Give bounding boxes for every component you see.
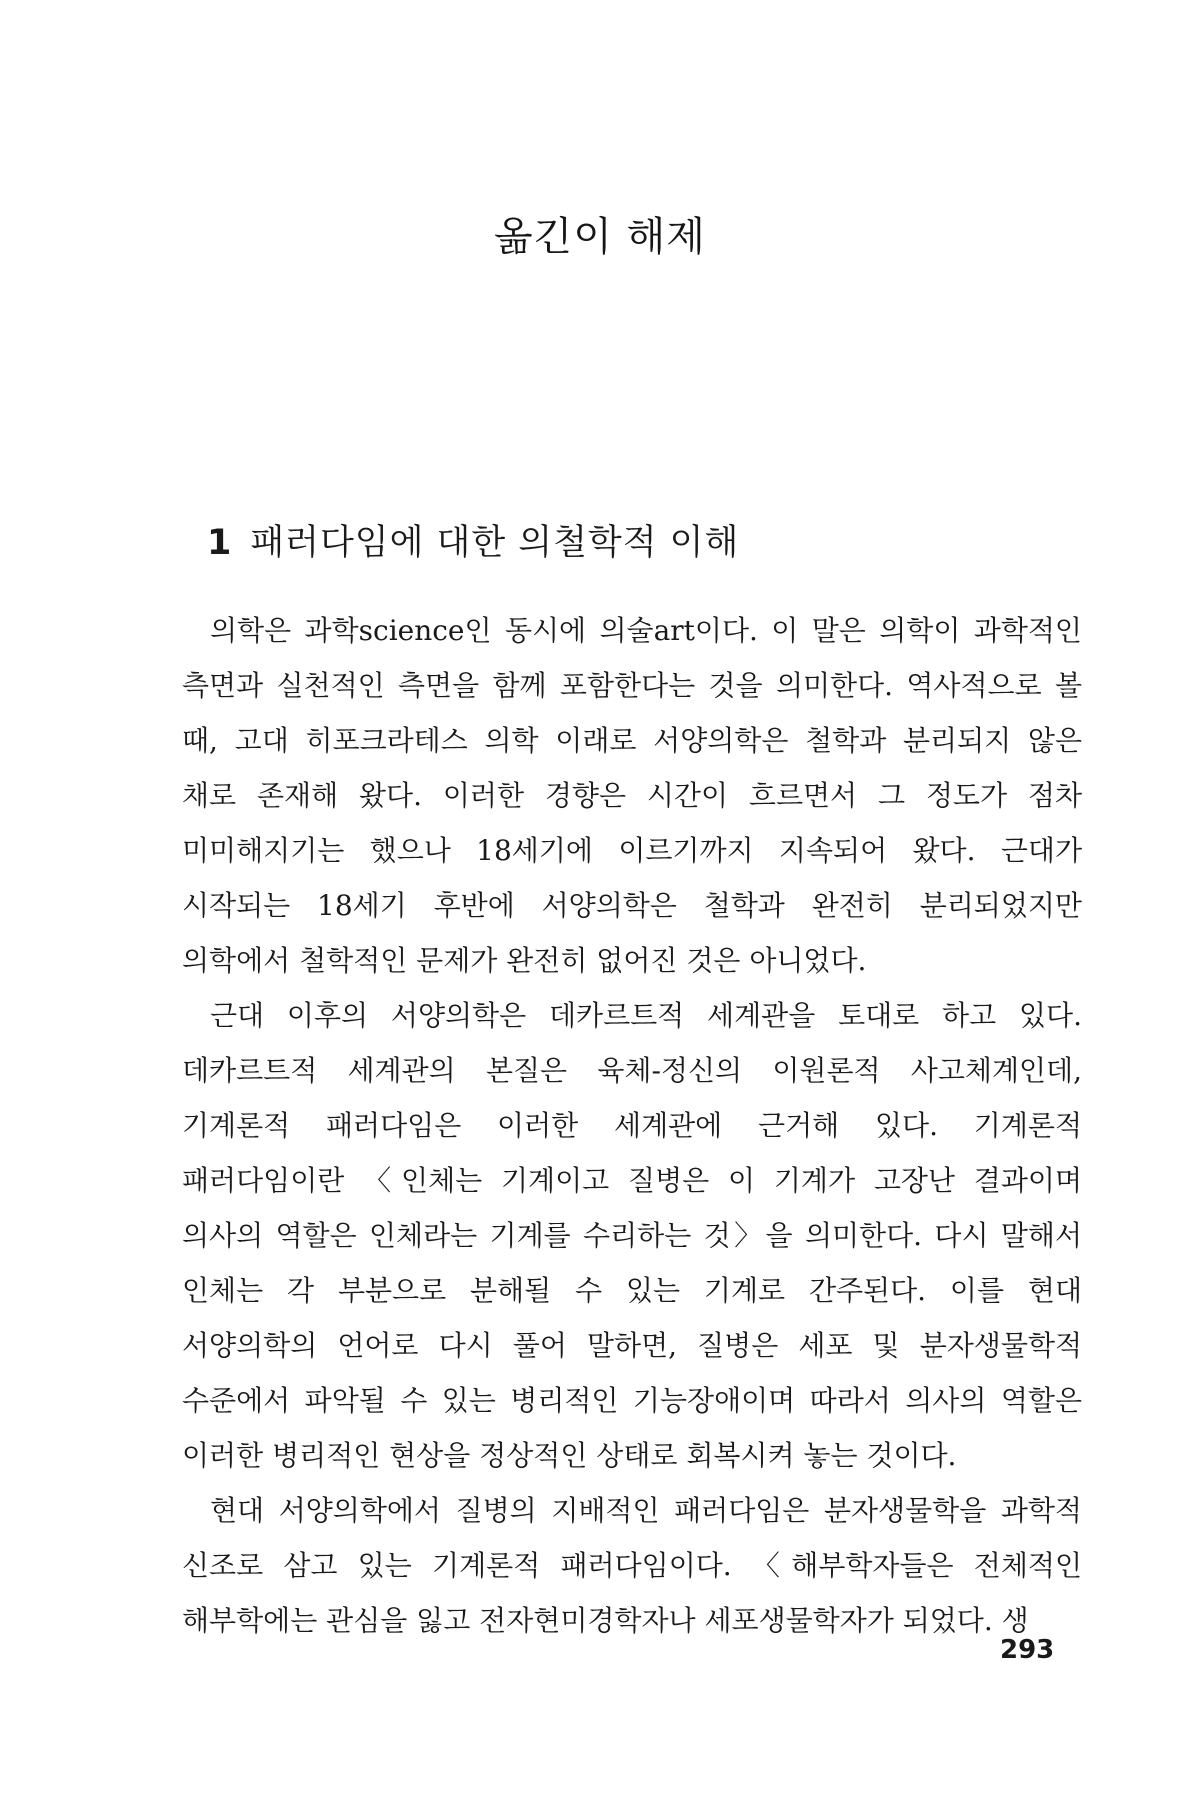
section-number: 1 <box>207 523 233 563</box>
paragraph-1: 의학은 과학science인 동시에 의술art이다. 이 말은 의학이 과학적인 측면과 실천적인 측면을 함께 포함한다는 것을 의미한다. 역사적으로 볼 때, 고대 히포크라테스 의학 이래로 서양의학은 철학과 분리되지 않은 채로 존재해 왔다. 이러한 경향은 시간이 흐르면서 그 정도가 점차 미미해지기는 했으나 18세기에 이르기까지 지속되어 왔다. 근대가 시작되는 18세기 후반에 서양의학은 철학과 완전히 분리되었지만 의학에서 철학적인 문제가 완전히 없어진 것은 아니었다. <box>182 614 1082 977</box>
section-title: 패러다임에 대한 의철학적 이해 <box>250 523 740 563</box>
paragraph-2: 근대 이후의 서양의학은 데카르트적 세계관을 토대로 하고 있다. 데카르트적 세계관의 본질은 육체-정신의 이원론적 사고체계인데, 기계론적 패러다임은 이러한 세계관에 근거해 있다. 기계론적 패러다임이란 〈인체는 기계이고 질병은 이 기계가 고장난 결과이며 의사의 역할은 인체라는 기계를 수리하는 것〉을 의미한다. 다시 말해서 인체는 각 부분으로 분해될 수 있는 기계로 간주된다. 이를 현대 서양의학의 언어로 다시 풀어 말하면, 질병은 세포 및 분자생물학적 수준에서 파악될 수 있는 병리적인 기능장애이며 따라서 의사의 역할은 이러한 병리적인 현상을 정상적인 상태로 회복시켜 놓는 것이다. <box>182 999 1082 1472</box>
section-heading <box>207 515 739 565</box>
body-text <box>182 603 1082 1648</box>
paragraph-3: 현대 서양의학에서 질병의 지배적인 패러다임은 분자생물학을 과학적 신조로 삼고 있는 기계론적 패러다임이다. 〈해부학자들은 전체적인 해부학에는 관심을 잃고 전자현미경학자나 세포생물학자가 되었다. 생 <box>182 1494 1082 1637</box>
page-number: 293 <box>1000 1635 1055 1665</box>
chapter-title: 옮긴이 해제 <box>494 214 706 260</box>
